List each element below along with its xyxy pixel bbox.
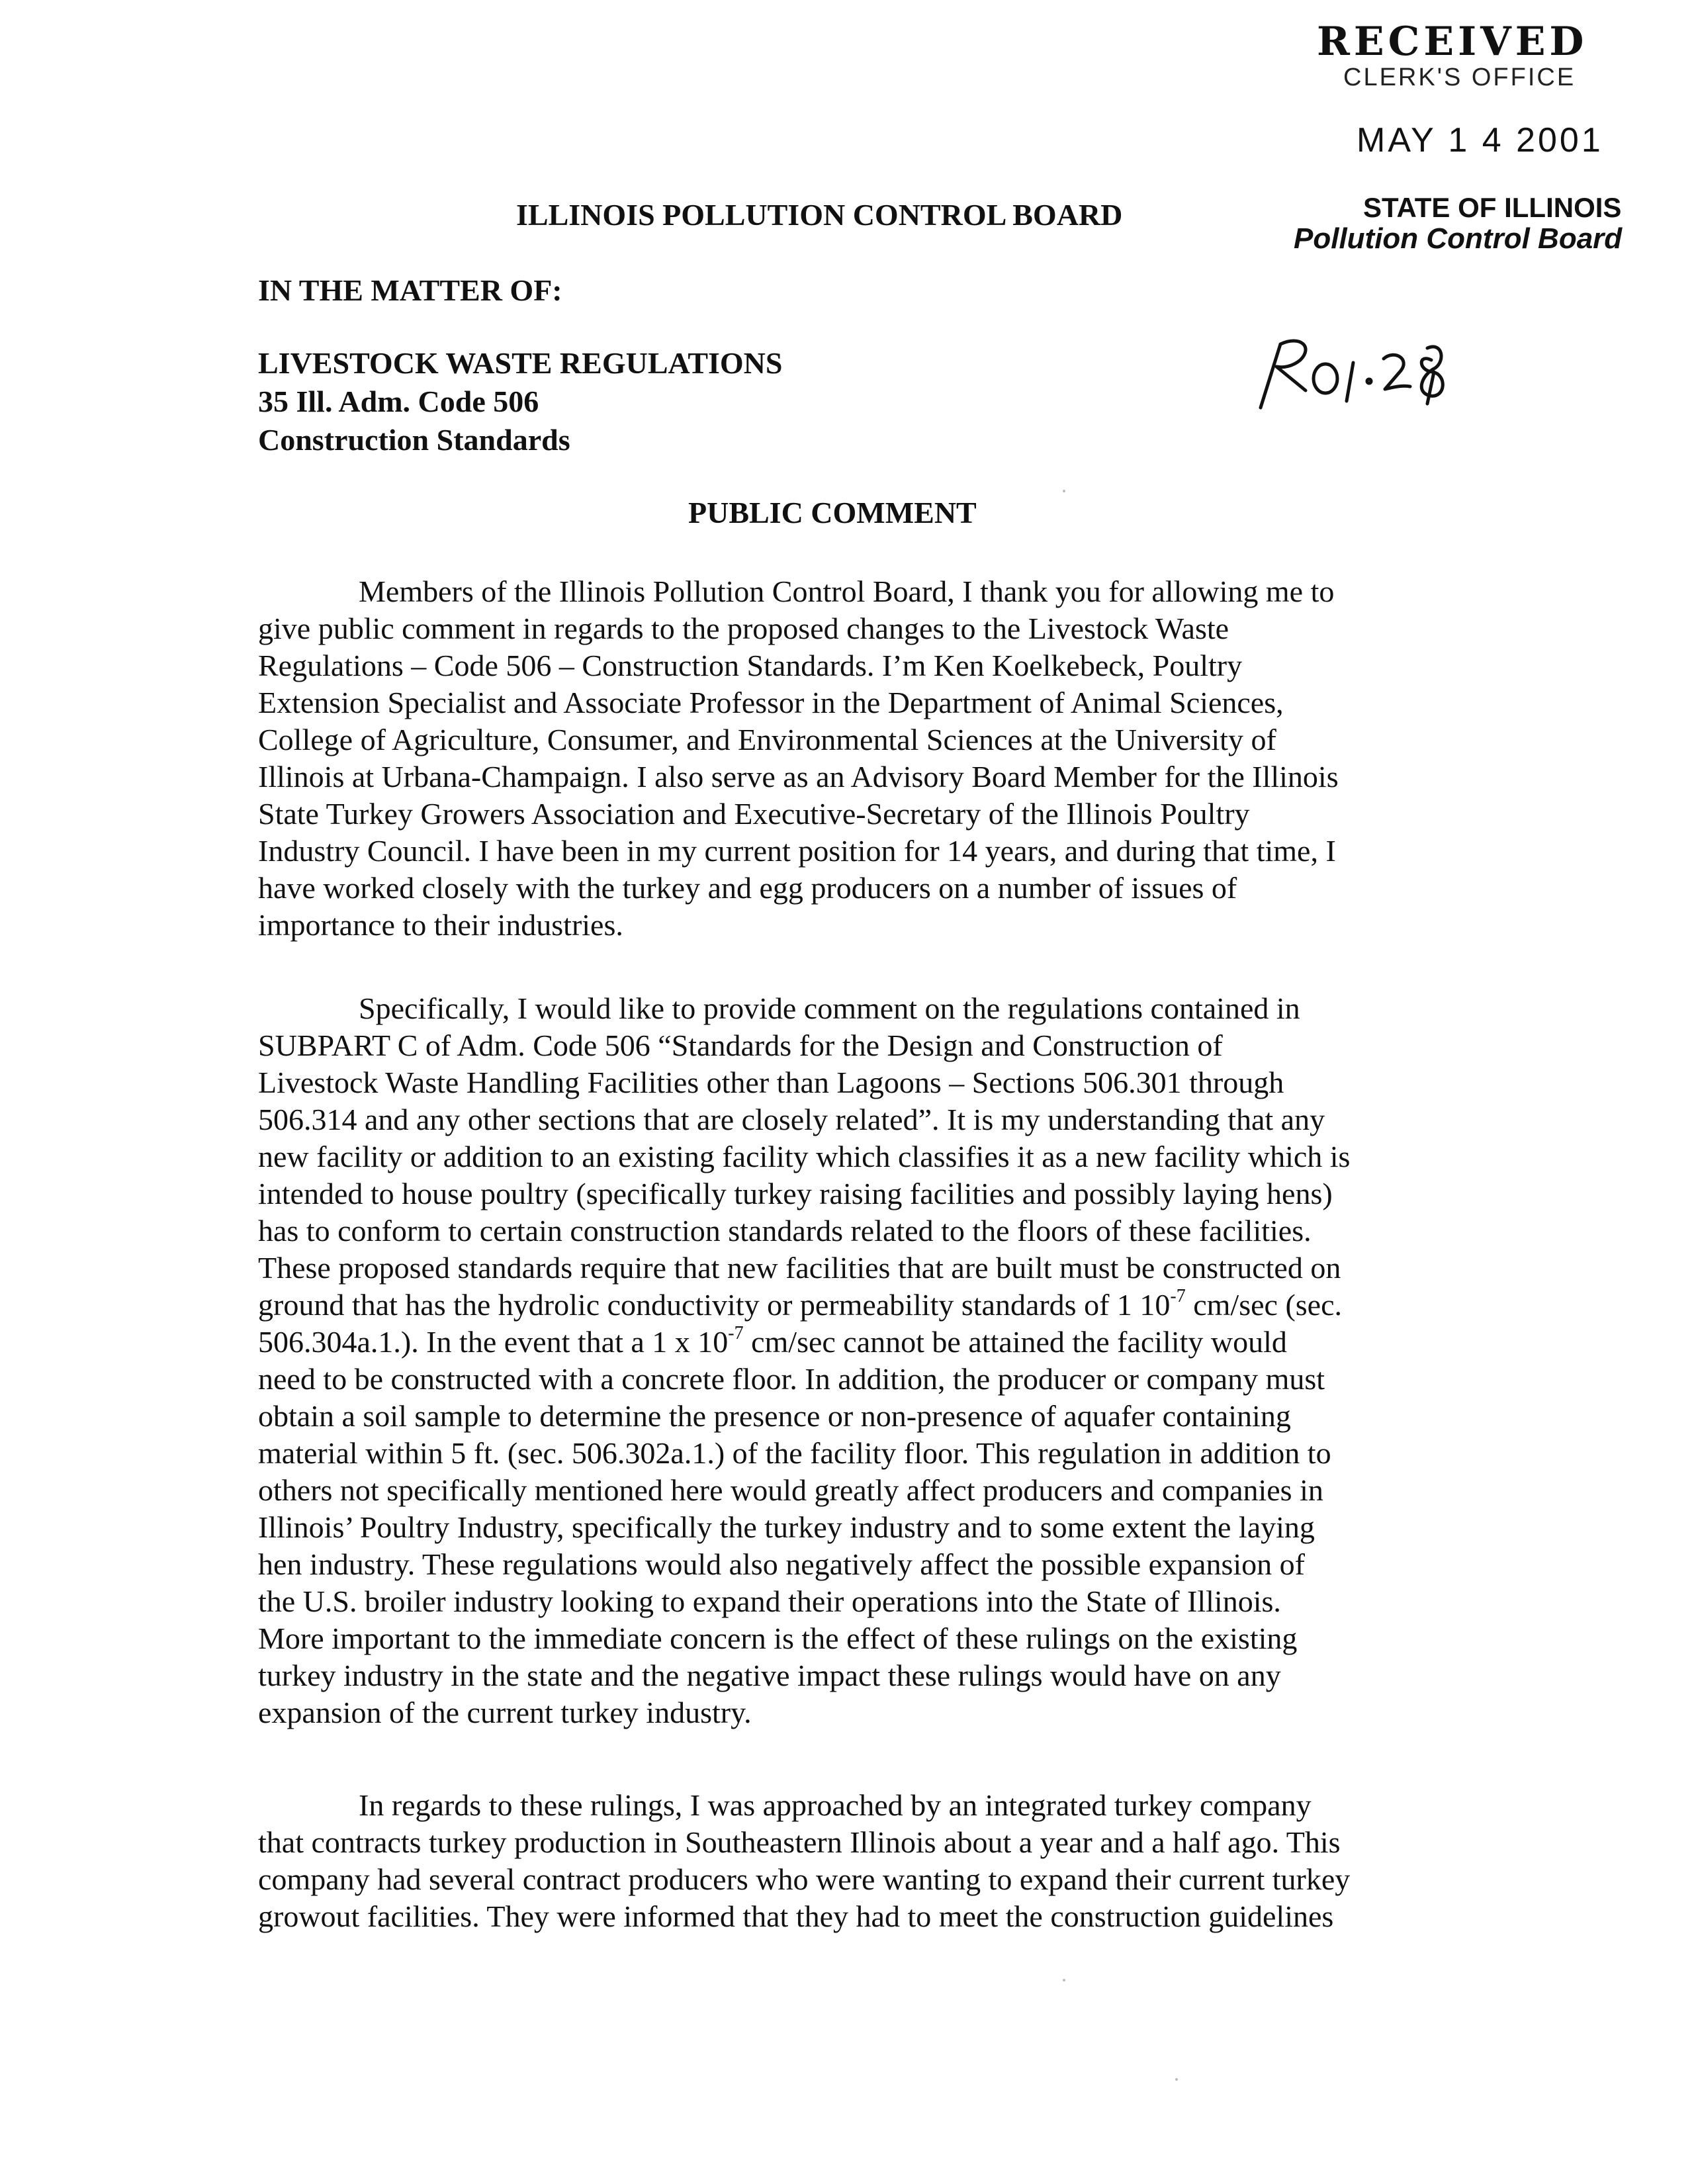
paragraph-line: 506.314 and any other sections that are closely related”. It is my understanding that any	[258, 1103, 1325, 1136]
paragraph-line: has to conform to certain construction standards related to the floors of these facilities.	[258, 1214, 1312, 1248]
regulation-line-2: 35 Ill. Adm. Code 506	[258, 385, 539, 418]
text-fragment: cm/sec (sec.	[1185, 1288, 1343, 1322]
board-title: ILLINOIS POLLUTION CONTROL BOARD	[516, 198, 1123, 232]
paragraph-line: turkey industry in the state and the negative impact these rulings would have on any	[258, 1659, 1281, 1692]
paragraph-1	[258, 573, 1443, 944]
state-of-illinois-stamp: STATE OF ILLINOIS	[1363, 192, 1622, 223]
clerks-office-stamp: CLERK'S OFFICE	[1343, 64, 1576, 87]
paragraph-line: importance to their industries.	[258, 908, 623, 942]
paragraph-line: obtain a soil sample to determine the presence or non-presence of aquafer containing	[258, 1399, 1291, 1433]
paragraph-line-with-exponent	[258, 1287, 1443, 1324]
paragraph-line: expansion of the current turkey industry.	[258, 1696, 752, 1729]
paragraph-line: These proposed standards require that new facilities that are built must be constructed on	[258, 1251, 1341, 1285]
paragraph-line: College of Agriculture, Consumer, and Environmental Sciences at the University of	[258, 723, 1276, 756]
text-fragment: cm/sec cannot be attained the facility would	[743, 1325, 1287, 1359]
paragraph-line: Regulations – Code 506 – Construction Standards. I’m Ken Koelkebeck, Poultry	[258, 649, 1243, 682]
paragraph-line: company had several contract producers who were wanting to expand their current turkey	[258, 1862, 1351, 1896]
paragraph-line: Illinois’ Poultry Industry, specifically the turkey industry and to some extent the laying	[258, 1510, 1315, 1544]
paragraph-line: Industry Council. I have been in my current position for 14 years, and during that time, I	[258, 834, 1336, 868]
paragraph-line: hen industry. These regulations would also negatively affect the possible expansion of	[258, 1547, 1305, 1581]
public-comment-heading: PUBLIC COMMENT	[688, 496, 977, 529]
scan-speck	[1063, 1979, 1065, 1981]
scan-speck	[1063, 490, 1065, 492]
paragraph-line-with-exponent	[258, 1324, 1443, 1361]
paragraph-line: More important to the immediate concern is the effect of these rulings on the existing	[258, 1621, 1298, 1655]
text-fragment: ground that has the hydrolic conductivity or permeability standards of 1 10	[258, 1288, 1171, 1322]
paragraph-line: give public comment in regards to the proposed changes to the Livestock Waste	[258, 612, 1229, 645]
exponent: -7	[728, 1322, 744, 1343]
paragraph-line: Extension Specialist and Associate Professor in the Department of Animal Sciences,	[258, 686, 1284, 719]
paragraph-line: Specifically, I would like to provide comment on the regulations contained in	[359, 991, 1300, 1025]
paragraph-2	[258, 990, 1443, 1731]
paragraph-line: Illinois at Urbana-Champaign. I also serve as an Advisory Board Member for the Illinois	[258, 760, 1339, 794]
handwritten-docket-number	[1254, 330, 1479, 416]
pollution-control-board-stamp: Pollution Control Board	[1294, 222, 1623, 255]
paragraph-line: intended to house poultry (specifically turkey raising facilities and possibly laying hens)	[258, 1177, 1333, 1210]
paragraph-line: growout facilities. They were informed that they had to meet the construction guidelines	[258, 1899, 1334, 1933]
paragraph-line: new facility or addition to an existing facility which classifies it as a new facility which is	[258, 1140, 1351, 1173]
paragraph-line: Members of the Illinois Pollution Control Board, I thank you for allowing me to	[359, 574, 1335, 608]
paragraph-line: have worked closely with the turkey and egg producers on a number of issues of	[258, 871, 1237, 905]
paragraph-line: In regards to these rulings, I was approached by an integrated turkey company	[359, 1788, 1312, 1822]
paragraph-line: SUBPART C of Adm. Code 506 “Standards for the Design and Construction of	[258, 1028, 1223, 1062]
paragraph-line: the U.S. broiler industry looking to expand their operations into the State of Illinois.	[258, 1584, 1281, 1618]
in-the-matter-of: IN THE MATTER OF:	[258, 273, 562, 307]
regulation-line-3: Construction Standards	[258, 423, 570, 457]
paragraph-line: others not specifically mentioned here would greatly affect producers and companies in	[258, 1473, 1323, 1507]
paragraph-line: State Turkey Growers Association and Executive-Secretary of the Illinois Poultry	[258, 797, 1250, 831]
scan-speck	[1175, 2078, 1178, 2081]
paragraph-line: Livestock Waste Handling Facilities other than Lagoons – Sections 506.301 through	[258, 1066, 1284, 1099]
paragraph-3	[258, 1787, 1443, 1935]
received-date-stamp: MAY 1 4 2001	[1357, 121, 1603, 159]
regulation-line-1: LIVESTOCK WASTE REGULATIONS	[258, 346, 783, 380]
text-fragment: 506.304a.1.). In the event that a 1 x 10	[258, 1325, 729, 1359]
received-stamp: RECEIVED	[1317, 19, 1588, 65]
paragraph-line: material within 5 ft. (sec. 506.302a.1.) of the facility floor. This regulation in addition to	[258, 1436, 1331, 1470]
regulation-caption	[258, 344, 783, 459]
paragraph-line: that contracts turkey production in Southeastern Illinois about a year and a half ago. This	[258, 1825, 1341, 1859]
paragraph-line: need to be constructed with a concrete floor. In addition, the producer or company must	[258, 1362, 1325, 1396]
exponent: -7	[1170, 1285, 1186, 1306]
